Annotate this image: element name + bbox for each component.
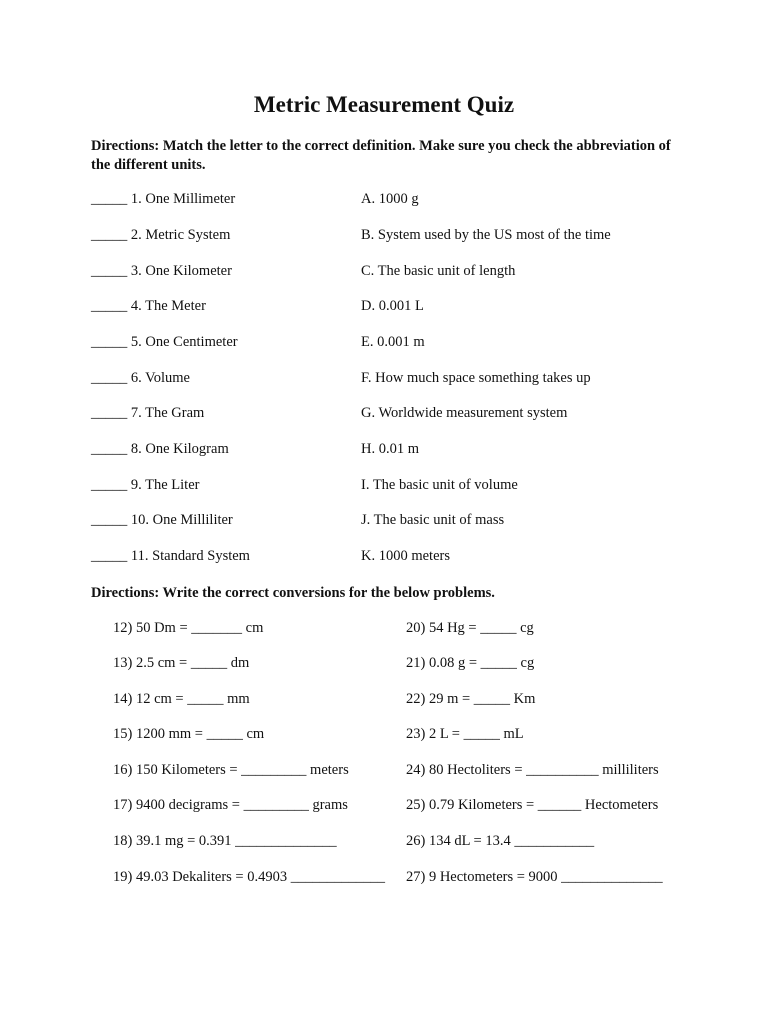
conversion-problem: 15) 1200 mm = _____ cm [113,726,265,742]
matching-term: _____ 2. Metric System [91,227,231,243]
matching-term: _____ 1. One Millimeter [91,191,236,207]
matching-row [0,334,768,354]
matching-row [0,191,768,211]
matching-term: _____ 10. One Milliliter [91,512,233,528]
matching-directions: Directions: Match the letter to the correct definition. Make sure you check the abbreviation of the different units. [91,138,671,173]
matching-term: _____ 5. One Centimeter [91,334,238,350]
matching-definition: I. The basic unit of volume [361,477,518,493]
conversion-problem: 19) 49.03 Dekaliters = 0.4903 _____________ [113,869,385,885]
matching-definition: C. The basic unit of length [361,263,516,279]
conversion-problem: 23) 2 L = _____ mL [406,726,524,742]
conversion-problem: 25) 0.79 Kilometers = ______ Hectometers [406,797,659,813]
conversion-row [0,726,768,746]
matching-row [0,405,768,425]
matching-row [0,512,768,532]
conversion-directions: Directions: Write the correct conversions for the below problems. [91,585,495,601]
matching-term: _____ 8. One Kilogram [91,441,229,457]
matching-definition: A. 1000 g [361,191,419,207]
matching-row [0,298,768,318]
matching-row [0,263,768,283]
conversion-problem: 18) 39.1 mg = 0.391 ______________ [113,833,337,849]
conversion-problem: 12) 50 Dm = _______ cm [113,620,264,636]
matching-term: _____ 3. One Kilometer [91,263,232,279]
conversion-problem: 21) 0.08 g = _____ cg [406,655,535,671]
conversion-row [0,620,768,640]
matching-definition: D. 0.001 L [361,298,424,314]
matching-term: _____ 4. The Meter [91,298,206,314]
page-title: Metric Measurement Quiz [253,92,515,117]
matching-term: _____ 7. The Gram [91,405,205,421]
conversion-problem: 13) 2.5 cm = _____ dm [113,655,250,671]
matching-definition: H. 0.01 m [361,441,419,457]
matching-definition: K. 1000 meters [361,548,450,564]
conversion-problem: 20) 54 Hg = _____ cg [406,620,534,636]
matching-definition: E. 0.001 m [361,334,425,350]
conversion-row [0,762,768,782]
matching-definition: G. Worldwide measurement system [361,405,568,421]
conversion-row [0,797,768,817]
matching-term: _____ 11. Standard System [91,548,250,564]
conversion-problem: 27) 9 Hectometers = 9000 ______________ [406,869,663,885]
conversion-row [0,655,768,675]
conversion-row [0,691,768,711]
matching-term: _____ 6. Volume [91,370,190,386]
conversion-row [0,833,768,853]
conversion-problem: 16) 150 Kilometers = _________ meters [113,762,349,778]
conversion-problem: 22) 29 m = _____ Km [406,691,536,707]
matching-row [0,370,768,390]
matching-row [0,548,768,568]
matching-definition: F. How much space something takes up [361,370,591,386]
conversion-problem: 17) 9400 decigrams = _________ grams [113,797,348,813]
matching-term: _____ 9. The Liter [91,477,200,493]
conversion-problem: 24) 80 Hectoliters = __________ milliliters [406,762,659,778]
matching-definition: J. The basic unit of mass [361,512,505,528]
conversion-problem: 26) 134 dL = 13.4 ___________ [406,833,595,849]
matching-definition: B. System used by the US most of the time [361,227,611,243]
conversion-problem: 14) 12 cm = _____ mm [113,691,250,707]
matching-row [0,477,768,497]
matching-row [0,227,768,247]
conversion-row [0,869,768,889]
matching-row [0,441,768,461]
